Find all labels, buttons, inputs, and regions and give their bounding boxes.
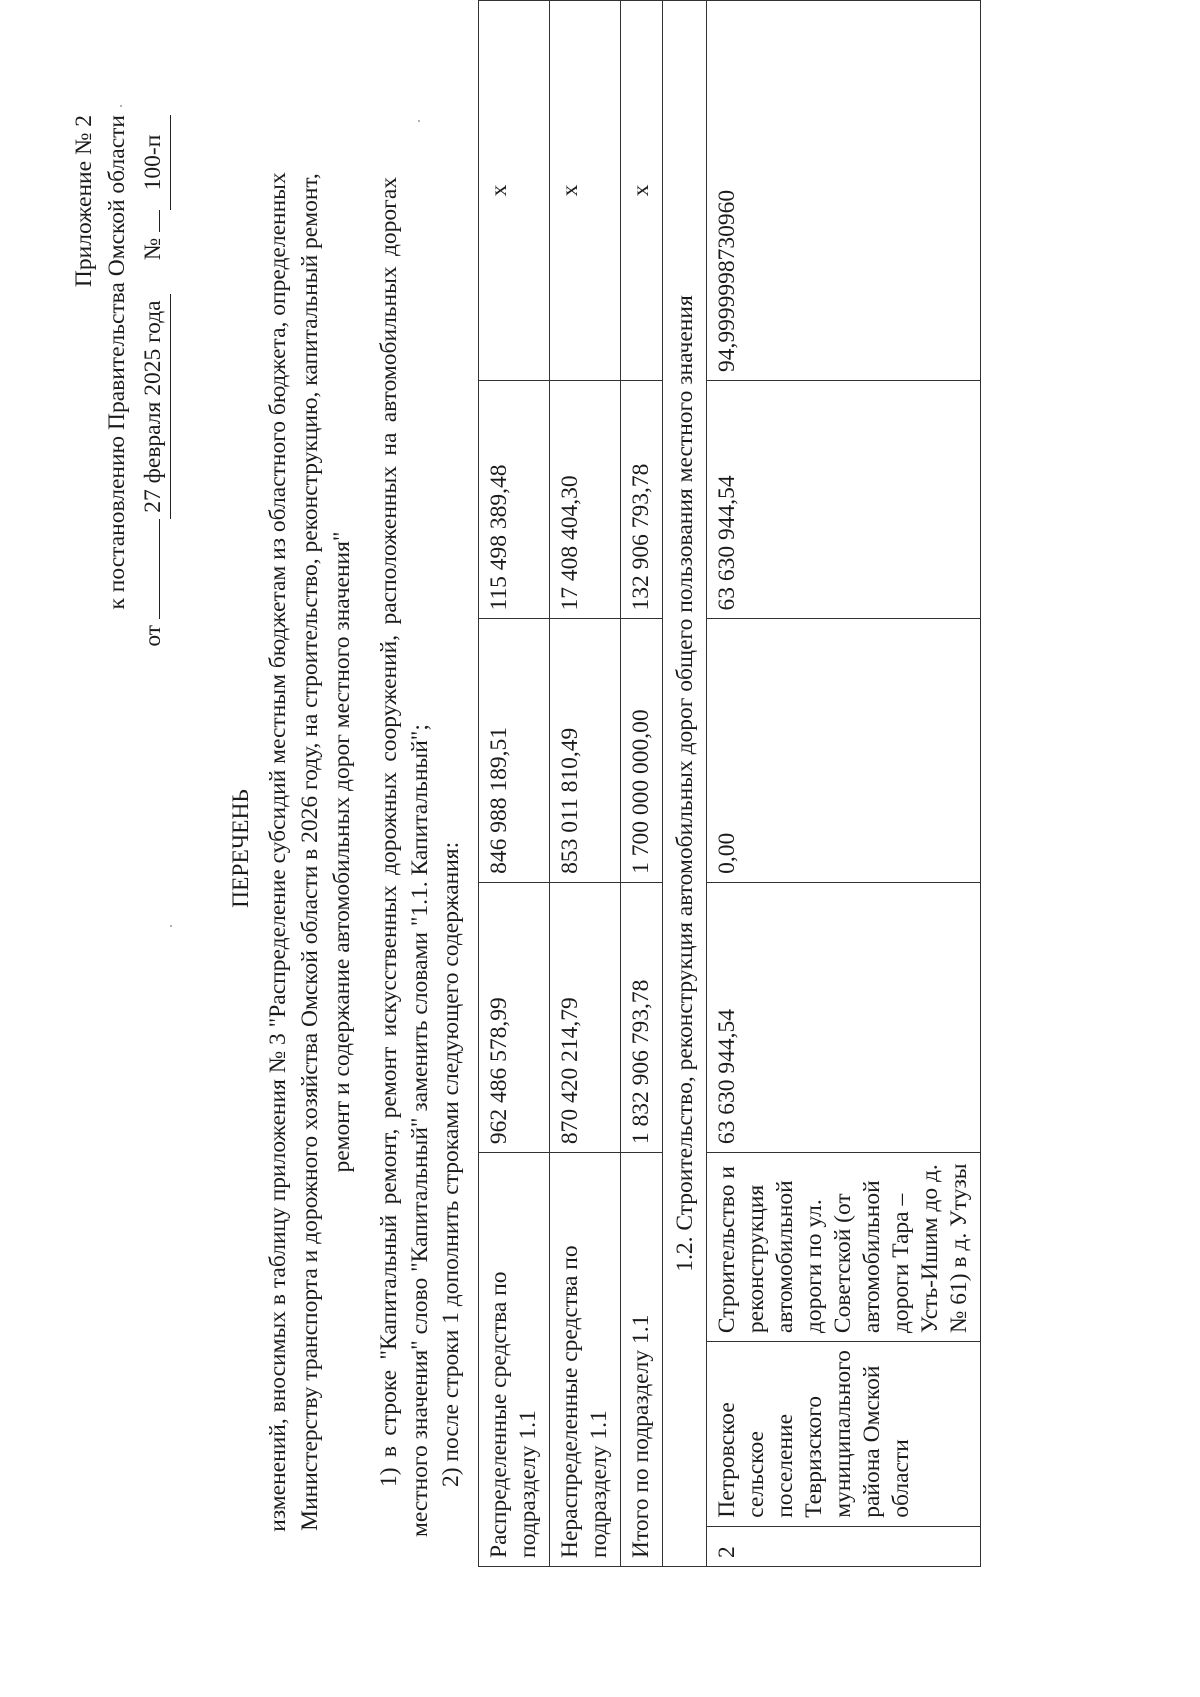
resolution-date: 27 февраля 2025 года (137, 294, 171, 519)
entry-value-2: 63 630 944,54 (707, 381, 981, 619)
subsection-heading: 1.2. Строительство, реконструкция автомобильных дорог общего пользования местного значения (663, 1, 707, 1567)
date-underline-left (134, 519, 160, 619)
table-row (707, 1, 981, 1567)
from-label: от (140, 624, 166, 647)
item-2-text: 2) после строки 1 дополнить строками следующего содержания: (438, 841, 464, 1487)
appendix-date-line (134, 115, 171, 647)
entry-total: 63 630 944,54 (707, 882, 981, 1152)
row-value-1: 853 011 810,49 (550, 619, 621, 882)
document-title: ПЕРЕЧЕНЬ (228, 789, 254, 908)
row-label: Итого по подразделу 1.1 (621, 1153, 663, 1567)
subsection-row (663, 1, 707, 1567)
row-value-2: 115 498 389,48 (479, 381, 550, 619)
row-total: 962 486 578,99 (479, 882, 550, 1152)
row-value-2: 132 906 793,78 (621, 381, 663, 619)
scan-speck (418, 120, 420, 122)
resolution-number: 100-п (137, 115, 171, 210)
number-underline-left (134, 210, 160, 232)
entry-number: 2 (707, 1526, 981, 1566)
row-label: Распределенные средства по подразделу 1.1 (479, 1153, 550, 1567)
row-label: Нераспределенные средства по подразделу 1.1 (550, 1153, 621, 1567)
appendix-title: Приложение № 2 (71, 115, 97, 288)
row-value-1: 1 700 000 000,00 (621, 619, 663, 882)
entry-object: Строительство и реконструкция автомобильной дороги по ул. Советской (от автомобильной дороги Тара – Усть-Ишим до д. № 61) в д. Утузы (707, 1153, 981, 1342)
entry-municipality: Петровское сельское поселение Тевризского муниципального района Омской области (707, 1342, 981, 1527)
row-value-3: х (621, 1, 663, 381)
appendix-resolution: к постановлению Правительства Омской области (104, 115, 130, 610)
entry-value-3: 94,9999998730960 (707, 1, 981, 381)
table-row (550, 1, 621, 1567)
row-value-1: 846 988 189,51 (479, 619, 550, 882)
row-total: 1 832 906 793,78 (621, 882, 663, 1152)
table-row (479, 1, 550, 1567)
entry-value-1: 0,00 (707, 619, 981, 882)
row-value-3: х (550, 1, 621, 381)
number-label: № (140, 237, 166, 261)
row-value-3: х (479, 1, 550, 381)
scan-speck (170, 925, 172, 927)
document-heading: изменений, вносимых в таблицу приложения № 3 "Распределение субсидий местным бюджетам из областного бюджета, определенных Министерству транспорта и дорожного хозяйства Омской области в 2026 году, на строительство, реконструкцию, капитальный ремонт, ремонт и содержание автомобильных дорог местного значения" (265, 172, 355, 1532)
scan-speck (120, 105, 122, 107)
table-row (621, 1, 663, 1567)
appendix-block (68, 115, 171, 647)
changes-table (478, 0, 981, 1567)
row-value-2: 17 408 404,30 (550, 381, 621, 619)
row-total: 870 420 214,79 (550, 882, 621, 1152)
item-1-text: 1) в строке "Капитальный ремонт, ремонт искусственных дорожных сооружений, расположенных на автомобильных дорогах местного значения" слово "Капитальный" заменить словами "1.1. Капитальный"; (376, 177, 433, 1537)
